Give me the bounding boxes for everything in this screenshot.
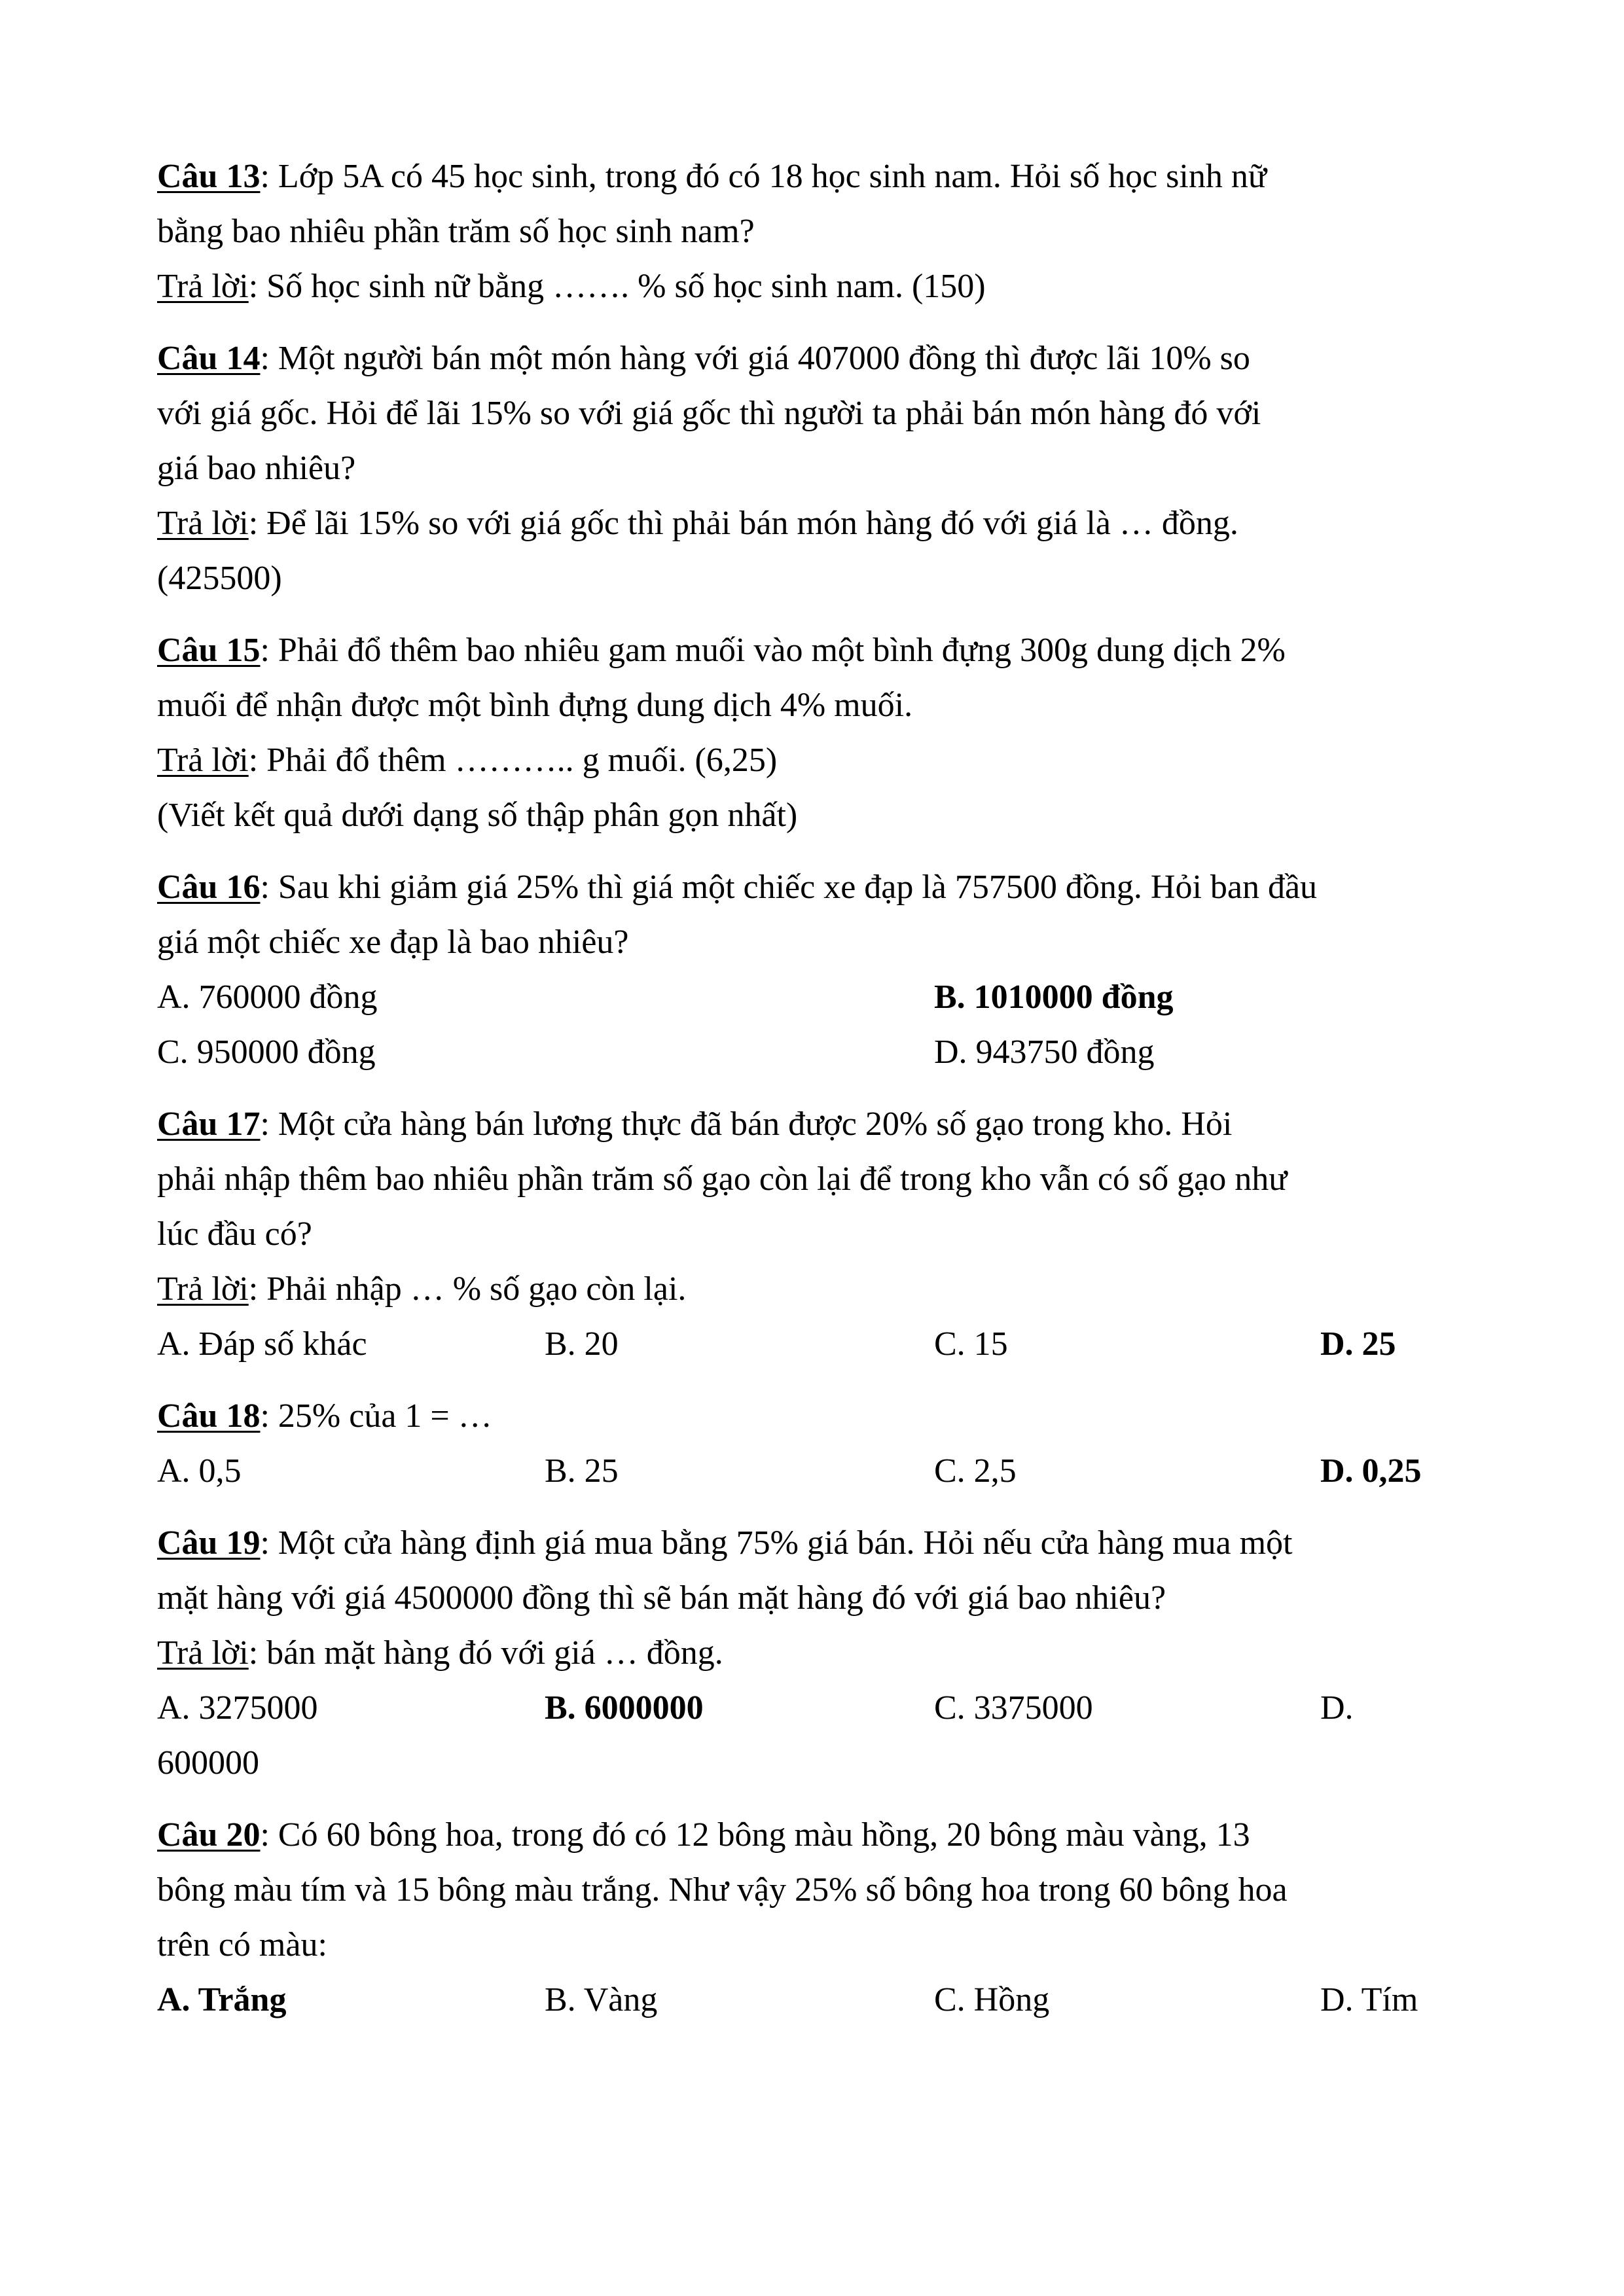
question-text: Câu 19: Một cửa hàng định giá mua bằng 75% giá bán. Hỏi nếu cửa hàng mua một [157, 1524, 1293, 1562]
answer-label: Trả lời [157, 742, 249, 779]
question-13 [157, 149, 1473, 314]
options-row [157, 1681, 1473, 1736]
question-text: bông màu tím và 15 bông màu trắng. Như vậy 25% số bông hoa trong 60 bông hoa [157, 1871, 1288, 1909]
question-label: Câu 18 [157, 1397, 261, 1435]
answer-note: (Viết kết quả dưới dạng số thập phân gọn nhất) [157, 797, 798, 834]
question-text: mặt hàng với giá 4500000 đồng thì sẽ bán mặt hàng đó với giá bao nhiêu? [157, 1579, 1166, 1617]
option-b-correct: B. 6000000 [545, 1689, 704, 1727]
question-20 [157, 1808, 1473, 2028]
question-text: Câu 13: Lớp 5A có 45 học sinh, trong đó có 18 học sinh nam. Hỏi số học sinh nữ [157, 158, 1267, 195]
question-label: Câu 14 [157, 340, 261, 377]
option-a: A. 3275000 [157, 1689, 318, 1727]
question-text: với giá gốc. Hỏi để lãi 15% so với giá gốc thì người ta phải bán món hàng đó với [157, 395, 1261, 432]
option-d-wrap: 600000 [157, 1744, 259, 1782]
question-text: Câu 15: Phải đổ thêm bao nhiêu gam muối vào một bình đựng 300g dung dịch 2% [157, 632, 1286, 669]
question-label: Câu 19 [157, 1524, 261, 1562]
question-text: bằng bao nhiêu phần trăm số học sinh nam? [157, 213, 755, 250]
answer-label: Trả lời [157, 1270, 249, 1308]
question-label: Câu 20 [157, 1816, 261, 1854]
option-d-correct: D. 0,25 [1320, 1452, 1422, 1490]
options-row [157, 1973, 1473, 2028]
option-b: B. 20 [545, 1325, 619, 1363]
option-c: C. 3375000 [934, 1689, 1093, 1727]
option-c: C. 15 [934, 1325, 1008, 1363]
answer-label: Trả lời [157, 268, 249, 305]
question-label: Câu 16 [157, 869, 261, 906]
question-14 [157, 331, 1473, 606]
question-label: Câu 15 [157, 632, 261, 669]
question-label: Câu 17 [157, 1105, 261, 1143]
question-17 [157, 1097, 1473, 1372]
option-d-correct: D. 25 [1320, 1325, 1396, 1363]
options-row [157, 970, 1473, 1025]
question-19 [157, 1516, 1473, 1791]
answer-line: Trả lời: Số học sinh nữ bằng ……. % số học sinh nam. (150) [157, 268, 986, 305]
question-16 [157, 860, 1473, 1080]
question-text: giá một chiếc xe đạp là bao nhiêu? [157, 924, 629, 961]
option-b: B. 25 [545, 1452, 619, 1490]
question-18 [157, 1389, 1473, 1499]
answer-label: Trả lời [157, 1634, 249, 1672]
options-row [157, 1317, 1473, 1372]
question-text: lúc đầu có? [157, 1215, 312, 1253]
options-row [157, 1025, 1473, 1080]
option-d: D. Tím [1320, 1981, 1418, 2018]
question-text: Câu 14: Một người bán một món hàng với giá 407000 đồng thì được lãi 10% so [157, 340, 1250, 377]
question-text: giá bao nhiêu? [157, 450, 356, 487]
option-a: A. 0,5 [157, 1452, 242, 1490]
question-text: muối để nhận được một bình đựng dung dịch 4% muối. [157, 687, 913, 724]
option-b-correct: B. 1010000 đồng [934, 978, 1174, 1016]
question-label: Câu 13 [157, 158, 261, 195]
option-a: A. Đáp số khác [157, 1325, 367, 1363]
option-a: A. 760000 đồng [157, 978, 378, 1016]
option-a-correct: A. Trắng [157, 1981, 287, 2018]
option-d: D. 943750 đồng [934, 1033, 1155, 1071]
question-text: trên có màu: [157, 1926, 327, 1964]
option-d: D. [1320, 1689, 1354, 1727]
document-page [157, 149, 1473, 2028]
question-text: phải nhập thêm bao nhiêu phần trăm số gạo còn lại để trong kho vẫn có số gạo như [157, 1160, 1288, 1198]
question-text: Câu 17: Một cửa hàng bán lương thực đã bán được 20% số gạo trong kho. Hỏi [157, 1105, 1233, 1143]
question-text: Câu 20: Có 60 bông hoa, trong đó có 12 bông màu hồng, 20 bông màu vàng, 13 [157, 1816, 1250, 1854]
option-b: B. Vàng [545, 1981, 658, 2018]
option-c: C. 2,5 [934, 1452, 1017, 1490]
question-15 [157, 623, 1473, 843]
question-text: Câu 18: 25% của 1 = … [157, 1397, 492, 1435]
option-c: C. 950000 đồng [157, 1033, 376, 1071]
answer-line: Trả lời: Để lãi 15% so với giá gốc thì phải bán món hàng đó với giá là … đồng. [157, 505, 1238, 542]
option-c: C. Hồng [934, 1981, 1050, 2018]
answer-value: (425500) [157, 560, 282, 597]
answer-line: Trả lời: bán mặt hàng đó với giá … đồng. [157, 1634, 723, 1672]
options-row [157, 1444, 1473, 1499]
answer-line: Trả lời: Phải nhập … % số gạo còn lại. [157, 1270, 687, 1308]
question-text: Câu 16: Sau khi giảm giá 25% thì giá một chiếc xe đạp là 757500 đồng. Hỏi ban đầu [157, 869, 1318, 906]
answer-label: Trả lời [157, 505, 249, 542]
answer-line: Trả lời: Phải đổ thêm ……….. g muối. (6,25) [157, 742, 778, 779]
